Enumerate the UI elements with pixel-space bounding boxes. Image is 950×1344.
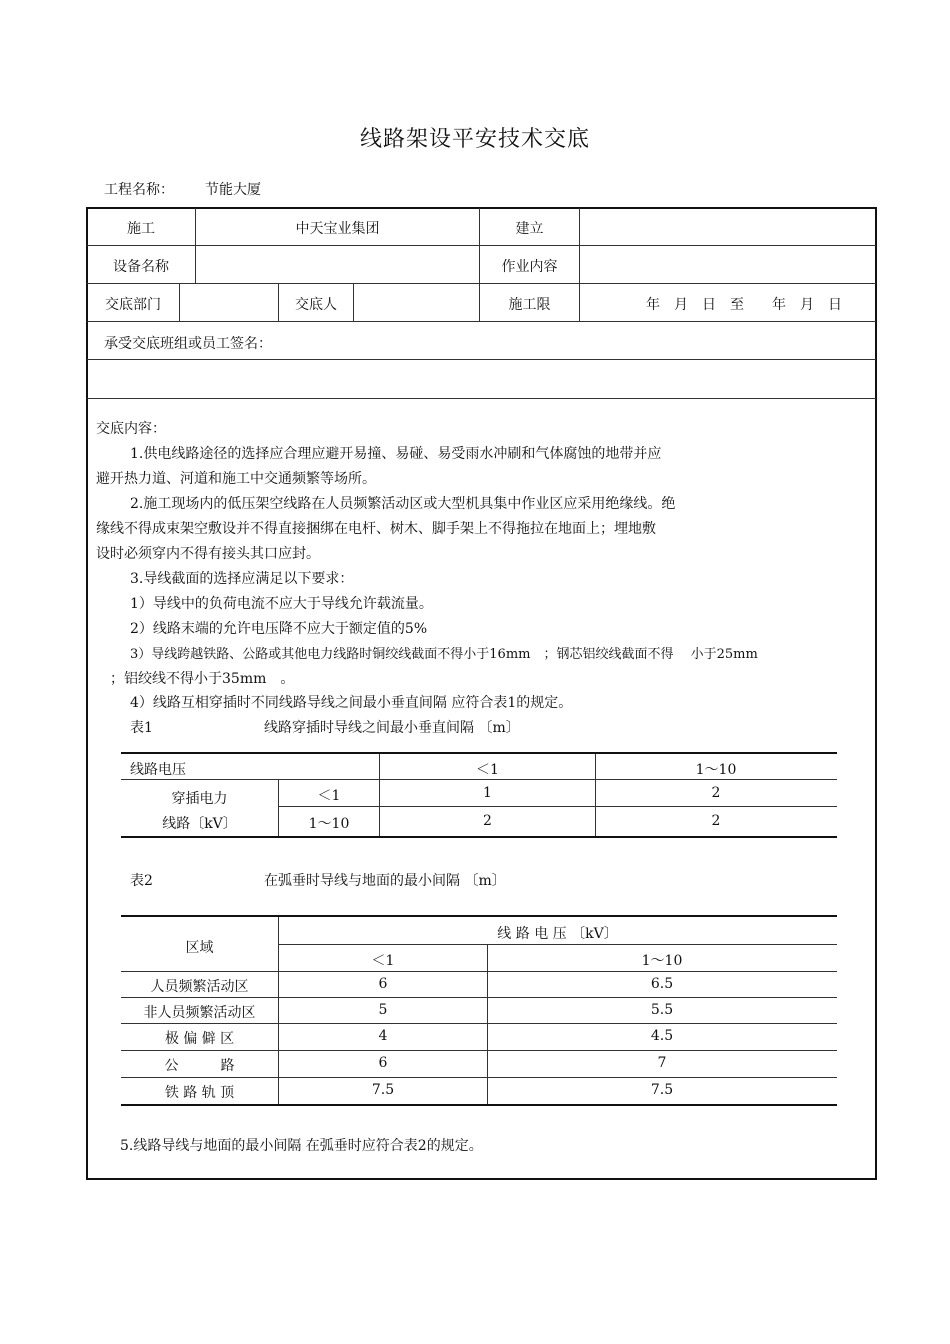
table2-rule bbox=[121, 997, 837, 998]
header-rule bbox=[87, 321, 876, 322]
table1-label: 表1 bbox=[130, 720, 153, 736]
table1-rule bbox=[278, 806, 837, 807]
person-field[interactable] bbox=[354, 288, 479, 319]
project-name-label: 工程名称： bbox=[104, 182, 174, 198]
table2-row1-region: 人员频繁活动区 bbox=[150, 979, 249, 995]
period-value: 年 月 日 至 年 月 日 bbox=[646, 297, 842, 313]
paragraph-3-3a: 3）导线跨越铁路、公路或其他电力线路时铜绞线截面不得小于16mm ；钢芯铝绞线截面不得 小于25mm bbox=[130, 647, 758, 662]
paragraph-3-2: 2）线路末端的允许电压降不应大于额定值的5% bbox=[130, 621, 428, 637]
table2-rule bbox=[121, 1077, 837, 1078]
paragraph-3: 3.导线截面的选择应满足以下要求： bbox=[130, 571, 354, 587]
equipment-field[interactable] bbox=[196, 250, 479, 281]
table2-row1-col2: 6.5 bbox=[650, 976, 674, 992]
table2-row4-col2: 7 bbox=[657, 1055, 667, 1071]
signature-label: 承受交底班组或员工签名： bbox=[104, 336, 272, 352]
table1-row1-col1: 1 bbox=[483, 785, 492, 801]
header-rule bbox=[87, 245, 876, 246]
table2-row3-col2: 4.5 bbox=[650, 1028, 674, 1044]
header-rule bbox=[87, 283, 876, 284]
table2-col2-header: 1～10 bbox=[641, 953, 683, 969]
work-content-label: 作业内容 bbox=[501, 259, 558, 275]
paragraph-3-4: 4）线路互相穿插时不同线路导线之间最小垂直间隔 应符合表1的规定。 bbox=[130, 695, 573, 711]
table2-row1-col1: 6 bbox=[378, 976, 388, 992]
table1-row1-col2: 2 bbox=[711, 785, 721, 801]
table1-group-label-b: 线路〔kV〕 bbox=[162, 816, 237, 832]
build-label: 建立 bbox=[515, 221, 544, 237]
header-rule bbox=[87, 359, 876, 360]
construction-label: 施工 bbox=[127, 221, 155, 237]
table1-top-rule bbox=[121, 752, 837, 754]
table2-row5-col1: 7.5 bbox=[371, 1082, 395, 1098]
table1-row2-label: 1～10 bbox=[308, 816, 350, 832]
table2-rule bbox=[121, 971, 837, 972]
table2-row3-col1: 4 bbox=[378, 1028, 388, 1044]
equipment-label: 设备名称 bbox=[113, 259, 169, 275]
work-content-field[interactable] bbox=[580, 250, 876, 281]
table2-top-rule bbox=[121, 915, 837, 917]
page-title: 线路架设平安技术交底 bbox=[359, 127, 590, 152]
person-label: 交底人 bbox=[295, 297, 337, 313]
table2-row4-col1: 6 bbox=[378, 1055, 388, 1071]
paragraph-2b: 缘线不得成束架空敷设并不得直接捆绑在电杆、树木、脚手架上不得拖拉在地面上；埋地敷 bbox=[96, 521, 656, 537]
project-name-value: 节能大厦 bbox=[205, 182, 261, 198]
paragraph-1b: 避开热力道、河道和施工中交通频繁等场所。 bbox=[96, 471, 376, 487]
table2-bottom-rule bbox=[121, 1104, 837, 1106]
paragraph-2a: 2.施工现场内的低压架空线路在人员频繁活动区或大型机具集中作业区应采用绝缘线。绝 bbox=[130, 496, 676, 512]
table2-rule bbox=[121, 1023, 837, 1024]
table2-row5-col2: 7.5 bbox=[650, 1082, 674, 1098]
paragraph-1a: 1.供电线路途径的选择应合理应避开易撞、易碰、易受雨水冲刷和气体腐蚀的地带并应 bbox=[130, 446, 662, 462]
table2-label: 表2 bbox=[130, 873, 153, 889]
build-field[interactable] bbox=[580, 212, 876, 243]
table2-col1-header: ＜1 bbox=[371, 953, 395, 969]
table1-group-label-a: 穿插电力 bbox=[171, 791, 228, 807]
table1-row2-col1: 2 bbox=[483, 813, 492, 829]
table2-row2-region: 非人员频繁活动区 bbox=[143, 1005, 256, 1021]
construction-value: 中天宝业集团 bbox=[295, 221, 380, 237]
period-label: 施工限 bbox=[508, 297, 551, 313]
table1-header-col1: ＜1 bbox=[476, 762, 499, 778]
paragraph-2c: 设时必须穿内不得有接头其口应封。 bbox=[96, 546, 320, 562]
table1-header-col2: 1～10 bbox=[695, 762, 737, 778]
table2-row3-region: 极 偏 僻 区 bbox=[164, 1031, 235, 1047]
signature-field[interactable] bbox=[88, 362, 876, 396]
paragraph-3-1: 1）导线中的负荷电流不应大于导线允许载流量。 bbox=[130, 596, 433, 612]
table1-caption: 线路穿插时导线之间最小垂直间隔 〔m〕 bbox=[264, 720, 520, 736]
table1-row2-col2: 2 bbox=[711, 813, 721, 829]
table2-row5-region: 铁 路 轨 顶 bbox=[164, 1085, 235, 1101]
paragraph-5: 5.线路导线与地面的最小间隔 在弧垂时应符合表2的规定。 bbox=[120, 1138, 483, 1154]
table1-rule bbox=[121, 779, 837, 780]
paragraph-3-3b: ；铝绞线不得小于35mm 。 bbox=[110, 671, 295, 687]
dept-field[interactable] bbox=[180, 288, 278, 319]
table2-caption: 在弧垂时导线与地面的最小间隔 〔m〕 bbox=[264, 873, 506, 889]
table2-row2-col2: 5.5 bbox=[650, 1002, 674, 1018]
header-rule bbox=[87, 398, 876, 399]
table1-bottom-rule bbox=[121, 836, 837, 838]
table2-voltage-label: 线 路 电 压 〔kV〕 bbox=[497, 926, 618, 942]
table2-rule bbox=[278, 944, 837, 945]
table1-row1-label: ＜1 bbox=[317, 788, 341, 804]
table2-row2-col1: 5 bbox=[378, 1002, 388, 1018]
table2-region-label: 区域 bbox=[185, 940, 214, 956]
table1-header-voltage: 线路电压 bbox=[130, 762, 186, 778]
content-heading: 交底内容： bbox=[96, 421, 166, 437]
table2-rule bbox=[121, 1050, 837, 1051]
table2-row4-region: 公 路 bbox=[164, 1058, 235, 1074]
dept-label: 交底部门 bbox=[105, 297, 161, 313]
